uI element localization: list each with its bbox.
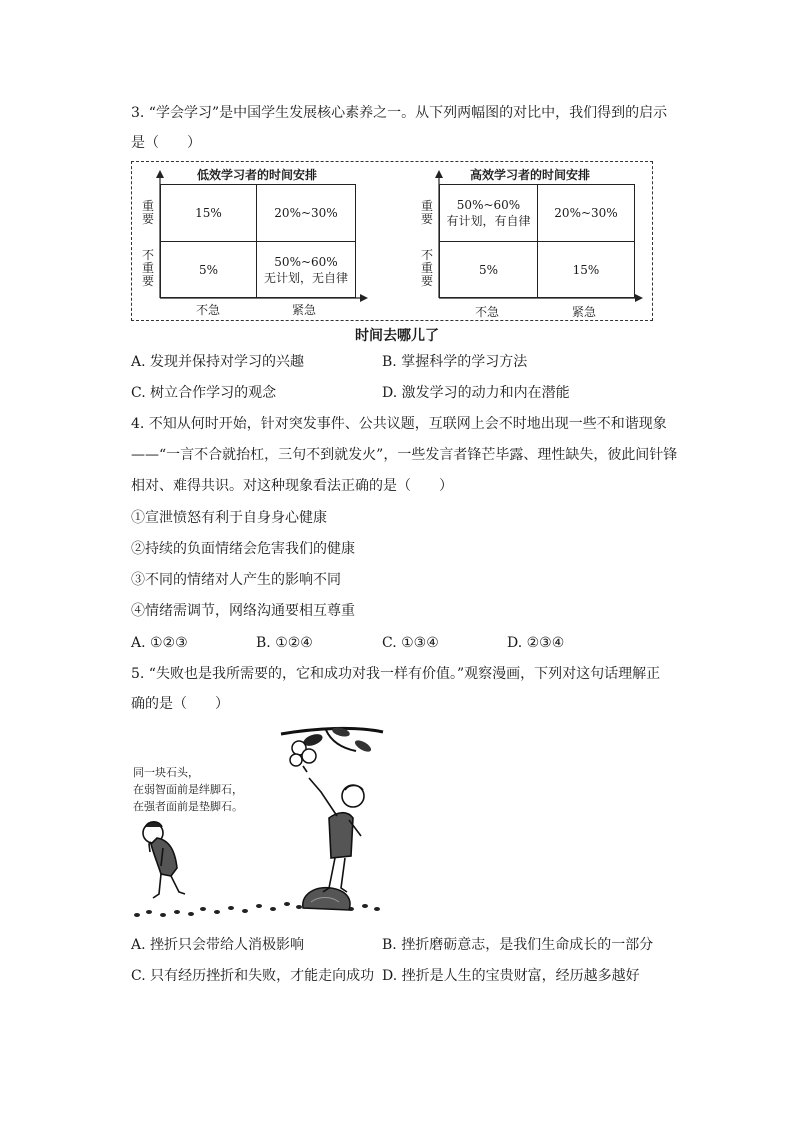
q5-option-b[interactable]: B. 挫折磨砺意志，是我们生命成长的一部分 — [382, 937, 654, 953]
q4-statement-1: ①宣泄愤怒有利于自身身心健康 — [131, 510, 327, 526]
q3-option-a[interactable]: A. 发现并保持对学习的兴趣 — [131, 354, 305, 370]
cell-unimportant-not-urgent: 5% — [440, 242, 538, 297]
chart-title: 低效学习者的时间安排 — [197, 168, 318, 182]
q4-option-a[interactable]: A. ①②③ — [131, 635, 188, 651]
low-efficiency-chart — [132, 162, 392, 319]
sad-person-icon — [143, 822, 185, 898]
q4-statement-3: ③不同的情绪对人产生的影响不同 — [131, 572, 341, 588]
q3-figure — [131, 161, 653, 321]
q5-option-d[interactable]: D. 挫折是人生的宝贵财富，经历越多越好 — [382, 968, 640, 984]
y-label-important: 重要 — [420, 199, 433, 226]
q3-stem-line2: 是（ ） — [131, 135, 201, 151]
q4-statement-2: ②持续的负面情绪会危害我们的健康 — [131, 541, 355, 557]
cell-important-urgent: 20%~30% — [538, 185, 634, 242]
q3-option-c[interactable]: C. 树立合作学习的观念 — [131, 385, 277, 401]
q5-option-c[interactable]: C. 只有经历挫折和失败，才能走向成功 — [131, 968, 375, 984]
q4-option-c[interactable]: C. ①③④ — [382, 635, 439, 651]
quadrant-grid — [439, 184, 635, 298]
q3-option-b[interactable]: B. 掌握科学的学习方法 — [382, 354, 528, 370]
x-label-urgent: 紧急 — [292, 303, 317, 317]
q5-option-a[interactable]: A. 挫折只会带给人消极影响 — [131, 937, 305, 953]
x-label-not-urgent: 不急 — [475, 305, 500, 319]
y-label-important: 重要 — [141, 199, 154, 226]
q4-statement-4: ④情绪需调节，网络沟通要相互尊重 — [131, 603, 355, 619]
cell-unimportant-not-urgent: 5% — [161, 242, 257, 297]
x-label-urgent: 紧急 — [572, 305, 597, 319]
q5-stem-line2: 确的是（ ） — [131, 696, 229, 712]
q4-stem-line2: ——“一言不合就抬杠，三句不到就发火”，一些发言者锋芒毕露、理性缺失，彼此间针锋 — [131, 447, 678, 463]
q5-stem-line1: 5. “失败也是我所需要的，它和成功对我一样有价值。”观察漫画，下列对这句话理解正 — [131, 666, 661, 682]
q3-stem-line1: 3. “学会学习”是中国学生发展核心素养之一。从下列两幅图的对比中，我们得到的启示 — [131, 105, 668, 121]
q4-option-d[interactable]: D. ②③④ — [507, 635, 565, 651]
reaching-person-icon — [303, 766, 364, 892]
cell-important-not-urgent: 15% — [161, 185, 257, 242]
y-label-unimportant: 不重要 — [420, 248, 433, 288]
cartoon-drawing — [131, 726, 386, 921]
y-label-unimportant: 不重要 — [141, 248, 154, 288]
stone-icon — [303, 888, 350, 910]
stepping-stone-cartoon — [131, 726, 386, 921]
cell-unimportant-urgent: 15% — [572, 262, 600, 277]
cartoon-caption: 同一块石头， 在弱智面前是绊脚石， 在强者面前是垫脚石。 — [133, 766, 243, 813]
cell-important-not-urgent: 50%~60% 有计划，有自律 — [440, 185, 538, 242]
cell-unimportant-urgent: 50%~60% 无计划，无自律 — [263, 254, 348, 285]
q4-stem-line1: 4. 不知从何时开始，针对突发事件、公共议题，互联网上会不时地出现一些不和谐现象 — [131, 416, 667, 432]
cell-important-urgent: 20%~30% — [257, 185, 355, 242]
quadrant-grid — [160, 184, 356, 298]
x-label-not-urgent: 不急 — [196, 303, 221, 317]
q4-stem-line3: 相对、难得共识。对这种现象看法正确的是（ ） — [131, 478, 453, 494]
high-efficiency-chart — [415, 162, 651, 319]
q4-option-b[interactable]: B. ①②④ — [256, 635, 313, 651]
chart-title: 高效学习者的时间安排 — [470, 168, 591, 182]
q3-option-d[interactable]: D. 激发学习的动力和内在潜能 — [382, 385, 570, 401]
figure-caption: 时间去哪儿了 — [355, 328, 439, 344]
